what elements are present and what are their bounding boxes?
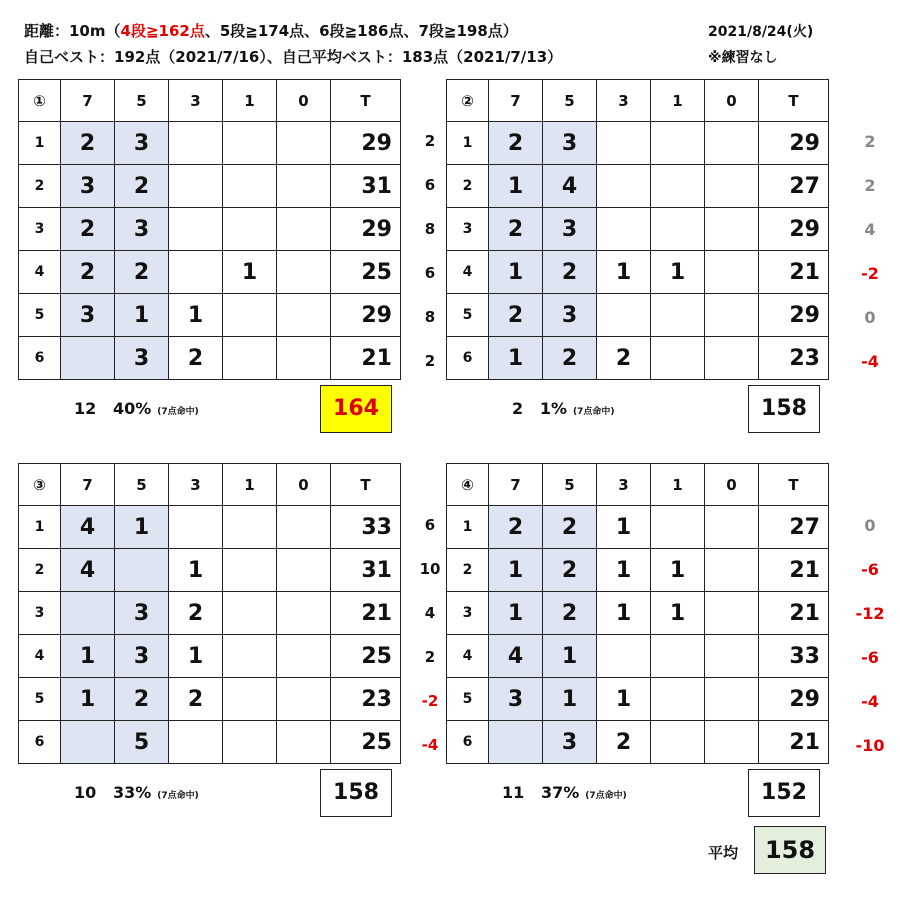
hit-count-cell: 4 bbox=[489, 635, 543, 678]
table-row bbox=[19, 678, 401, 721]
hit-count-cell bbox=[277, 506, 331, 549]
column-header: 3 bbox=[169, 464, 223, 506]
running-diff: 4 bbox=[424, 604, 436, 622]
end-number: 3 bbox=[447, 592, 489, 635]
end-number: 6 bbox=[19, 337, 61, 380]
hit-count-cell: 3 bbox=[543, 294, 597, 337]
hit-count-cell: 3 bbox=[115, 635, 169, 678]
end-total: 21 bbox=[759, 251, 829, 294]
hit-count-cell bbox=[651, 337, 705, 380]
end-total: 27 bbox=[759, 506, 829, 549]
hit-count-cell: 2 bbox=[169, 592, 223, 635]
hit-count-cell bbox=[705, 294, 759, 337]
hit-count-cell: 2 bbox=[115, 165, 169, 208]
hit-count-cell: 4 bbox=[61, 549, 115, 592]
table-row bbox=[447, 337, 829, 380]
hit-count-cell: 2 bbox=[489, 122, 543, 165]
end-number: 6 bbox=[447, 721, 489, 764]
hit-count-cell bbox=[277, 549, 331, 592]
table-row bbox=[447, 506, 829, 549]
hit-count-cell: 3 bbox=[115, 592, 169, 635]
end-total: 21 bbox=[331, 592, 401, 635]
end-total: 21 bbox=[759, 592, 829, 635]
hit-count-cell: 1 bbox=[61, 635, 115, 678]
hit-count-cell: 1 bbox=[169, 294, 223, 337]
hit-count-cell bbox=[705, 337, 759, 380]
hit-count-cell: 1 bbox=[597, 549, 651, 592]
end-number: 1 bbox=[19, 122, 61, 165]
hit-count-cell: 2 bbox=[61, 208, 115, 251]
running-diff: -4 bbox=[421, 736, 439, 754]
end-total: 29 bbox=[331, 208, 401, 251]
hit-count-cell: 4 bbox=[61, 506, 115, 549]
seven-hit-count: 10 bbox=[74, 783, 97, 802]
seven-hit-count: 11 bbox=[502, 783, 525, 802]
end-total: 29 bbox=[759, 294, 829, 337]
running-diff: 2 bbox=[424, 648, 436, 666]
end-total: 27 bbox=[759, 165, 829, 208]
hit-count-cell bbox=[705, 549, 759, 592]
hit-count-cell bbox=[169, 251, 223, 294]
hit-count-cell: 1 bbox=[489, 549, 543, 592]
end-total: 29 bbox=[331, 294, 401, 337]
hit-count-cell bbox=[277, 208, 331, 251]
hit-count-cell bbox=[277, 592, 331, 635]
table-row bbox=[19, 549, 401, 592]
hit-count-cell: 1 bbox=[115, 294, 169, 337]
end-number: 2 bbox=[447, 165, 489, 208]
hit-count-cell: 2 bbox=[543, 337, 597, 380]
column-header: 3 bbox=[597, 464, 651, 506]
round-label: ③ bbox=[19, 464, 61, 506]
hit-count-cell bbox=[223, 592, 277, 635]
hit-count-cell: 1 bbox=[489, 592, 543, 635]
end-total: 33 bbox=[759, 635, 829, 678]
cumulative-diff: 4 bbox=[864, 220, 876, 239]
hit-count-cell: 2 bbox=[543, 549, 597, 592]
hit-count-cell: 1 bbox=[597, 251, 651, 294]
round-table-3 bbox=[18, 463, 401, 764]
hit-count-cell bbox=[597, 165, 651, 208]
end-total: 21 bbox=[759, 721, 829, 764]
table-header-row bbox=[447, 80, 829, 122]
average-label: 平均 bbox=[708, 844, 739, 862]
hit-count-cell bbox=[705, 165, 759, 208]
cumulative-diff: 0 bbox=[864, 516, 876, 535]
end-total: 29 bbox=[331, 122, 401, 165]
hit-count-cell: 1 bbox=[597, 506, 651, 549]
column-header: 1 bbox=[223, 80, 277, 122]
hit-count-cell: 2 bbox=[169, 678, 223, 721]
column-header: 0 bbox=[277, 464, 331, 506]
hit-rate-note: (7点命中) bbox=[585, 791, 627, 801]
round-label: ① bbox=[19, 80, 61, 122]
hit-count-cell bbox=[597, 122, 651, 165]
hit-count-cell bbox=[169, 122, 223, 165]
session-date: 2021/8/24(火) bbox=[708, 24, 814, 40]
hit-rate-note: (7点命中) bbox=[573, 407, 615, 417]
hit-count-cell: 1 bbox=[543, 678, 597, 721]
hit-count-cell: 1 bbox=[597, 678, 651, 721]
table-row bbox=[447, 549, 829, 592]
hit-count-cell bbox=[169, 165, 223, 208]
hit-count-cell bbox=[705, 635, 759, 678]
hit-count-cell: 2 bbox=[489, 506, 543, 549]
table-header-row bbox=[19, 80, 401, 122]
hit-count-cell: 1 bbox=[489, 251, 543, 294]
seven-hit-rate: 40% bbox=[112, 399, 152, 418]
hit-count-cell bbox=[651, 678, 705, 721]
column-header: T bbox=[331, 80, 401, 122]
hit-count-cell: 3 bbox=[543, 721, 597, 764]
end-number: 4 bbox=[447, 635, 489, 678]
hit-count-cell: 2 bbox=[489, 294, 543, 337]
hit-count-cell bbox=[223, 294, 277, 337]
round-label: ② bbox=[447, 80, 489, 122]
column-header: 7 bbox=[489, 80, 543, 122]
hit-count-cell: 1 bbox=[597, 592, 651, 635]
seven-hit-count: 12 bbox=[74, 399, 97, 418]
table-row bbox=[447, 678, 829, 721]
seven-hit-rate: 33% bbox=[112, 783, 152, 802]
running-diff: 10 bbox=[419, 560, 441, 578]
cumulative-diff: -4 bbox=[861, 692, 879, 711]
hit-count-cell bbox=[223, 549, 277, 592]
running-diff: 8 bbox=[424, 308, 436, 326]
rank-thresholds: 、5段≧174点、6段≧186点、7段≧198点） bbox=[204, 22, 518, 40]
hit-count-cell bbox=[277, 251, 331, 294]
running-diff: 6 bbox=[424, 264, 436, 282]
hit-count-cell: 1 bbox=[543, 635, 597, 678]
table-row bbox=[447, 165, 829, 208]
hit-count-cell bbox=[705, 678, 759, 721]
table-row bbox=[19, 165, 401, 208]
end-total: 21 bbox=[759, 549, 829, 592]
seven-hit-rate: 1% bbox=[539, 399, 568, 418]
column-header: 5 bbox=[543, 80, 597, 122]
end-total: 25 bbox=[331, 251, 401, 294]
end-number: 3 bbox=[447, 208, 489, 251]
hit-count-cell: 2 bbox=[489, 208, 543, 251]
hit-count-cell bbox=[277, 294, 331, 337]
running-diff: 2 bbox=[424, 132, 436, 150]
table-header-row bbox=[19, 464, 401, 506]
hit-count-cell: 5 bbox=[115, 721, 169, 764]
column-header: 0 bbox=[277, 80, 331, 122]
table-row bbox=[19, 721, 401, 764]
end-number: 2 bbox=[19, 549, 61, 592]
hit-count-cell: 3 bbox=[61, 294, 115, 337]
round-label: ④ bbox=[447, 464, 489, 506]
hit-count-cell bbox=[651, 294, 705, 337]
hit-count-cell: 1 bbox=[61, 678, 115, 721]
end-total: 23 bbox=[759, 337, 829, 380]
hit-count-cell bbox=[169, 208, 223, 251]
end-number: 4 bbox=[447, 251, 489, 294]
hit-count-cell bbox=[61, 337, 115, 380]
hit-count-cell: 1 bbox=[651, 251, 705, 294]
running-diff: 6 bbox=[424, 516, 436, 534]
hit-rate-note: (7点命中) bbox=[157, 407, 199, 417]
end-total: 21 bbox=[331, 337, 401, 380]
hit-count-cell bbox=[61, 592, 115, 635]
hit-count-cell bbox=[115, 549, 169, 592]
round-table-1 bbox=[18, 79, 401, 380]
column-header: 5 bbox=[543, 464, 597, 506]
hit-count-cell bbox=[705, 122, 759, 165]
table-row bbox=[447, 592, 829, 635]
column-header: T bbox=[759, 80, 829, 122]
table-row bbox=[19, 251, 401, 294]
hit-count-cell bbox=[705, 592, 759, 635]
table-row bbox=[19, 337, 401, 380]
column-header: 7 bbox=[61, 80, 115, 122]
hit-count-cell: 3 bbox=[489, 678, 543, 721]
end-total: 31 bbox=[331, 549, 401, 592]
personal-best: 自己ベスト：192点（2021/7/16）、自己平均ベスト：183点（2021/7/13） bbox=[24, 48, 563, 66]
distance-label: 距離：10m（ bbox=[24, 22, 121, 40]
hit-count-cell: 1 bbox=[115, 506, 169, 549]
hit-count-cell: 2 bbox=[61, 251, 115, 294]
end-number: 4 bbox=[19, 635, 61, 678]
hit-count-cell: 3 bbox=[543, 122, 597, 165]
end-number: 2 bbox=[447, 549, 489, 592]
end-number: 4 bbox=[19, 251, 61, 294]
hit-count-cell: 1 bbox=[651, 592, 705, 635]
end-number: 5 bbox=[447, 678, 489, 721]
hit-count-cell: 1 bbox=[169, 549, 223, 592]
end-total: 29 bbox=[759, 208, 829, 251]
table-row bbox=[447, 122, 829, 165]
hit-count-cell: 3 bbox=[61, 165, 115, 208]
hit-count-cell bbox=[651, 721, 705, 764]
column-header: 1 bbox=[223, 464, 277, 506]
distance-header bbox=[24, 20, 518, 41]
hit-count-cell bbox=[223, 122, 277, 165]
hit-count-cell bbox=[277, 337, 331, 380]
practice-note: ※練習なし bbox=[708, 50, 778, 66]
cumulative-diff: -12 bbox=[855, 604, 885, 623]
hit-count-cell: 2 bbox=[115, 251, 169, 294]
hit-count-cell: 1 bbox=[651, 549, 705, 592]
hit-count-cell: 2 bbox=[543, 592, 597, 635]
table-row bbox=[19, 635, 401, 678]
end-total: 33 bbox=[331, 506, 401, 549]
round-total: 158 bbox=[748, 385, 820, 433]
table-row bbox=[447, 208, 829, 251]
column-header: 5 bbox=[115, 464, 169, 506]
end-number: 1 bbox=[19, 506, 61, 549]
running-diff: -2 bbox=[421, 692, 439, 710]
column-header: 1 bbox=[651, 80, 705, 122]
round-summary bbox=[512, 399, 615, 418]
round-summary bbox=[74, 399, 199, 418]
end-number: 6 bbox=[447, 337, 489, 380]
column-header: 3 bbox=[169, 80, 223, 122]
hit-count-cell bbox=[651, 208, 705, 251]
column-header: 5 bbox=[115, 80, 169, 122]
round-summary bbox=[74, 783, 199, 802]
hit-count-cell: 3 bbox=[115, 208, 169, 251]
hit-count-cell bbox=[223, 721, 277, 764]
end-total: 31 bbox=[331, 165, 401, 208]
running-diff: 6 bbox=[424, 176, 436, 194]
table-header-row bbox=[447, 464, 829, 506]
table-row bbox=[447, 721, 829, 764]
cumulative-diff: -6 bbox=[861, 648, 879, 667]
round-summary bbox=[502, 783, 627, 802]
column-header: T bbox=[331, 464, 401, 506]
table-row bbox=[19, 294, 401, 337]
hit-count-cell: 1 bbox=[169, 635, 223, 678]
hit-count-cell bbox=[169, 721, 223, 764]
average-total: 158 bbox=[754, 826, 826, 874]
column-header: 0 bbox=[705, 464, 759, 506]
round-total: 152 bbox=[748, 769, 820, 817]
table-row bbox=[19, 592, 401, 635]
table-row bbox=[447, 251, 829, 294]
table-row bbox=[19, 122, 401, 165]
hit-count-cell: 3 bbox=[115, 122, 169, 165]
hit-count-cell: 2 bbox=[543, 251, 597, 294]
hit-count-cell bbox=[277, 165, 331, 208]
table-row bbox=[447, 294, 829, 337]
hit-count-cell: 1 bbox=[223, 251, 277, 294]
hit-count-cell bbox=[651, 635, 705, 678]
round-table-2 bbox=[446, 79, 829, 380]
hit-count-cell bbox=[705, 506, 759, 549]
hit-count-cell bbox=[223, 208, 277, 251]
table-row bbox=[447, 635, 829, 678]
end-number: 3 bbox=[19, 592, 61, 635]
hit-count-cell: 3 bbox=[543, 208, 597, 251]
hit-count-cell: 2 bbox=[597, 337, 651, 380]
end-total: 25 bbox=[331, 635, 401, 678]
hit-count-cell: 3 bbox=[115, 337, 169, 380]
end-number: 5 bbox=[19, 294, 61, 337]
cumulative-diff: 0 bbox=[864, 308, 876, 327]
cumulative-diff: 2 bbox=[864, 176, 876, 195]
cumulative-diff: -6 bbox=[861, 560, 879, 579]
end-number: 3 bbox=[19, 208, 61, 251]
hit-count-cell: 2 bbox=[61, 122, 115, 165]
hit-count-cell bbox=[651, 165, 705, 208]
hit-count-cell bbox=[651, 122, 705, 165]
end-number: 1 bbox=[447, 122, 489, 165]
running-diff: 2 bbox=[424, 352, 436, 370]
table-row bbox=[19, 208, 401, 251]
end-number: 1 bbox=[447, 506, 489, 549]
column-header: 7 bbox=[61, 464, 115, 506]
hit-count-cell bbox=[223, 678, 277, 721]
hit-count-cell bbox=[597, 294, 651, 337]
hit-count-cell: 2 bbox=[597, 721, 651, 764]
hit-count-cell bbox=[223, 165, 277, 208]
round-total: 164 bbox=[320, 385, 392, 433]
cumulative-diff: -4 bbox=[861, 352, 879, 371]
hit-count-cell: 1 bbox=[489, 165, 543, 208]
end-number: 5 bbox=[447, 294, 489, 337]
hit-count-cell bbox=[651, 506, 705, 549]
column-header: 1 bbox=[651, 464, 705, 506]
hit-rate-note: (7点命中) bbox=[157, 791, 199, 801]
round-total: 158 bbox=[320, 769, 392, 817]
hit-count-cell bbox=[223, 635, 277, 678]
end-number: 5 bbox=[19, 678, 61, 721]
cumulative-diff: 2 bbox=[864, 132, 876, 151]
hit-count-cell bbox=[61, 721, 115, 764]
hit-count-cell bbox=[705, 251, 759, 294]
column-header: 3 bbox=[597, 80, 651, 122]
end-total: 23 bbox=[331, 678, 401, 721]
hit-count-cell bbox=[705, 208, 759, 251]
hit-count-cell: 1 bbox=[489, 337, 543, 380]
hit-count-cell bbox=[705, 721, 759, 764]
hit-count-cell bbox=[597, 635, 651, 678]
table-row bbox=[19, 506, 401, 549]
hit-count-cell: 2 bbox=[169, 337, 223, 380]
column-header: 0 bbox=[705, 80, 759, 122]
hit-count-cell bbox=[169, 506, 223, 549]
hit-count-cell bbox=[223, 506, 277, 549]
running-diff: 8 bbox=[424, 220, 436, 238]
hit-count-cell bbox=[223, 337, 277, 380]
end-number: 2 bbox=[19, 165, 61, 208]
hit-count-cell bbox=[277, 678, 331, 721]
column-header: T bbox=[759, 464, 829, 506]
hit-count-cell bbox=[489, 721, 543, 764]
round-table-4 bbox=[446, 463, 829, 764]
hit-count-cell: 4 bbox=[543, 165, 597, 208]
hit-count-cell bbox=[277, 721, 331, 764]
hit-count-cell: 2 bbox=[115, 678, 169, 721]
hit-count-cell bbox=[597, 208, 651, 251]
seven-hit-rate: 37% bbox=[540, 783, 580, 802]
end-total: 29 bbox=[759, 122, 829, 165]
column-header: 7 bbox=[489, 464, 543, 506]
hit-count-cell bbox=[277, 635, 331, 678]
cumulative-diff: -10 bbox=[855, 736, 885, 755]
hit-count-cell bbox=[277, 122, 331, 165]
cumulative-diff: -2 bbox=[861, 264, 879, 283]
end-number: 6 bbox=[19, 721, 61, 764]
seven-hit-count: 2 bbox=[512, 399, 524, 418]
end-total: 29 bbox=[759, 678, 829, 721]
rank4-threshold: 4段≧162点 bbox=[120, 22, 205, 40]
end-total: 25 bbox=[331, 721, 401, 764]
hit-count-cell: 2 bbox=[543, 506, 597, 549]
